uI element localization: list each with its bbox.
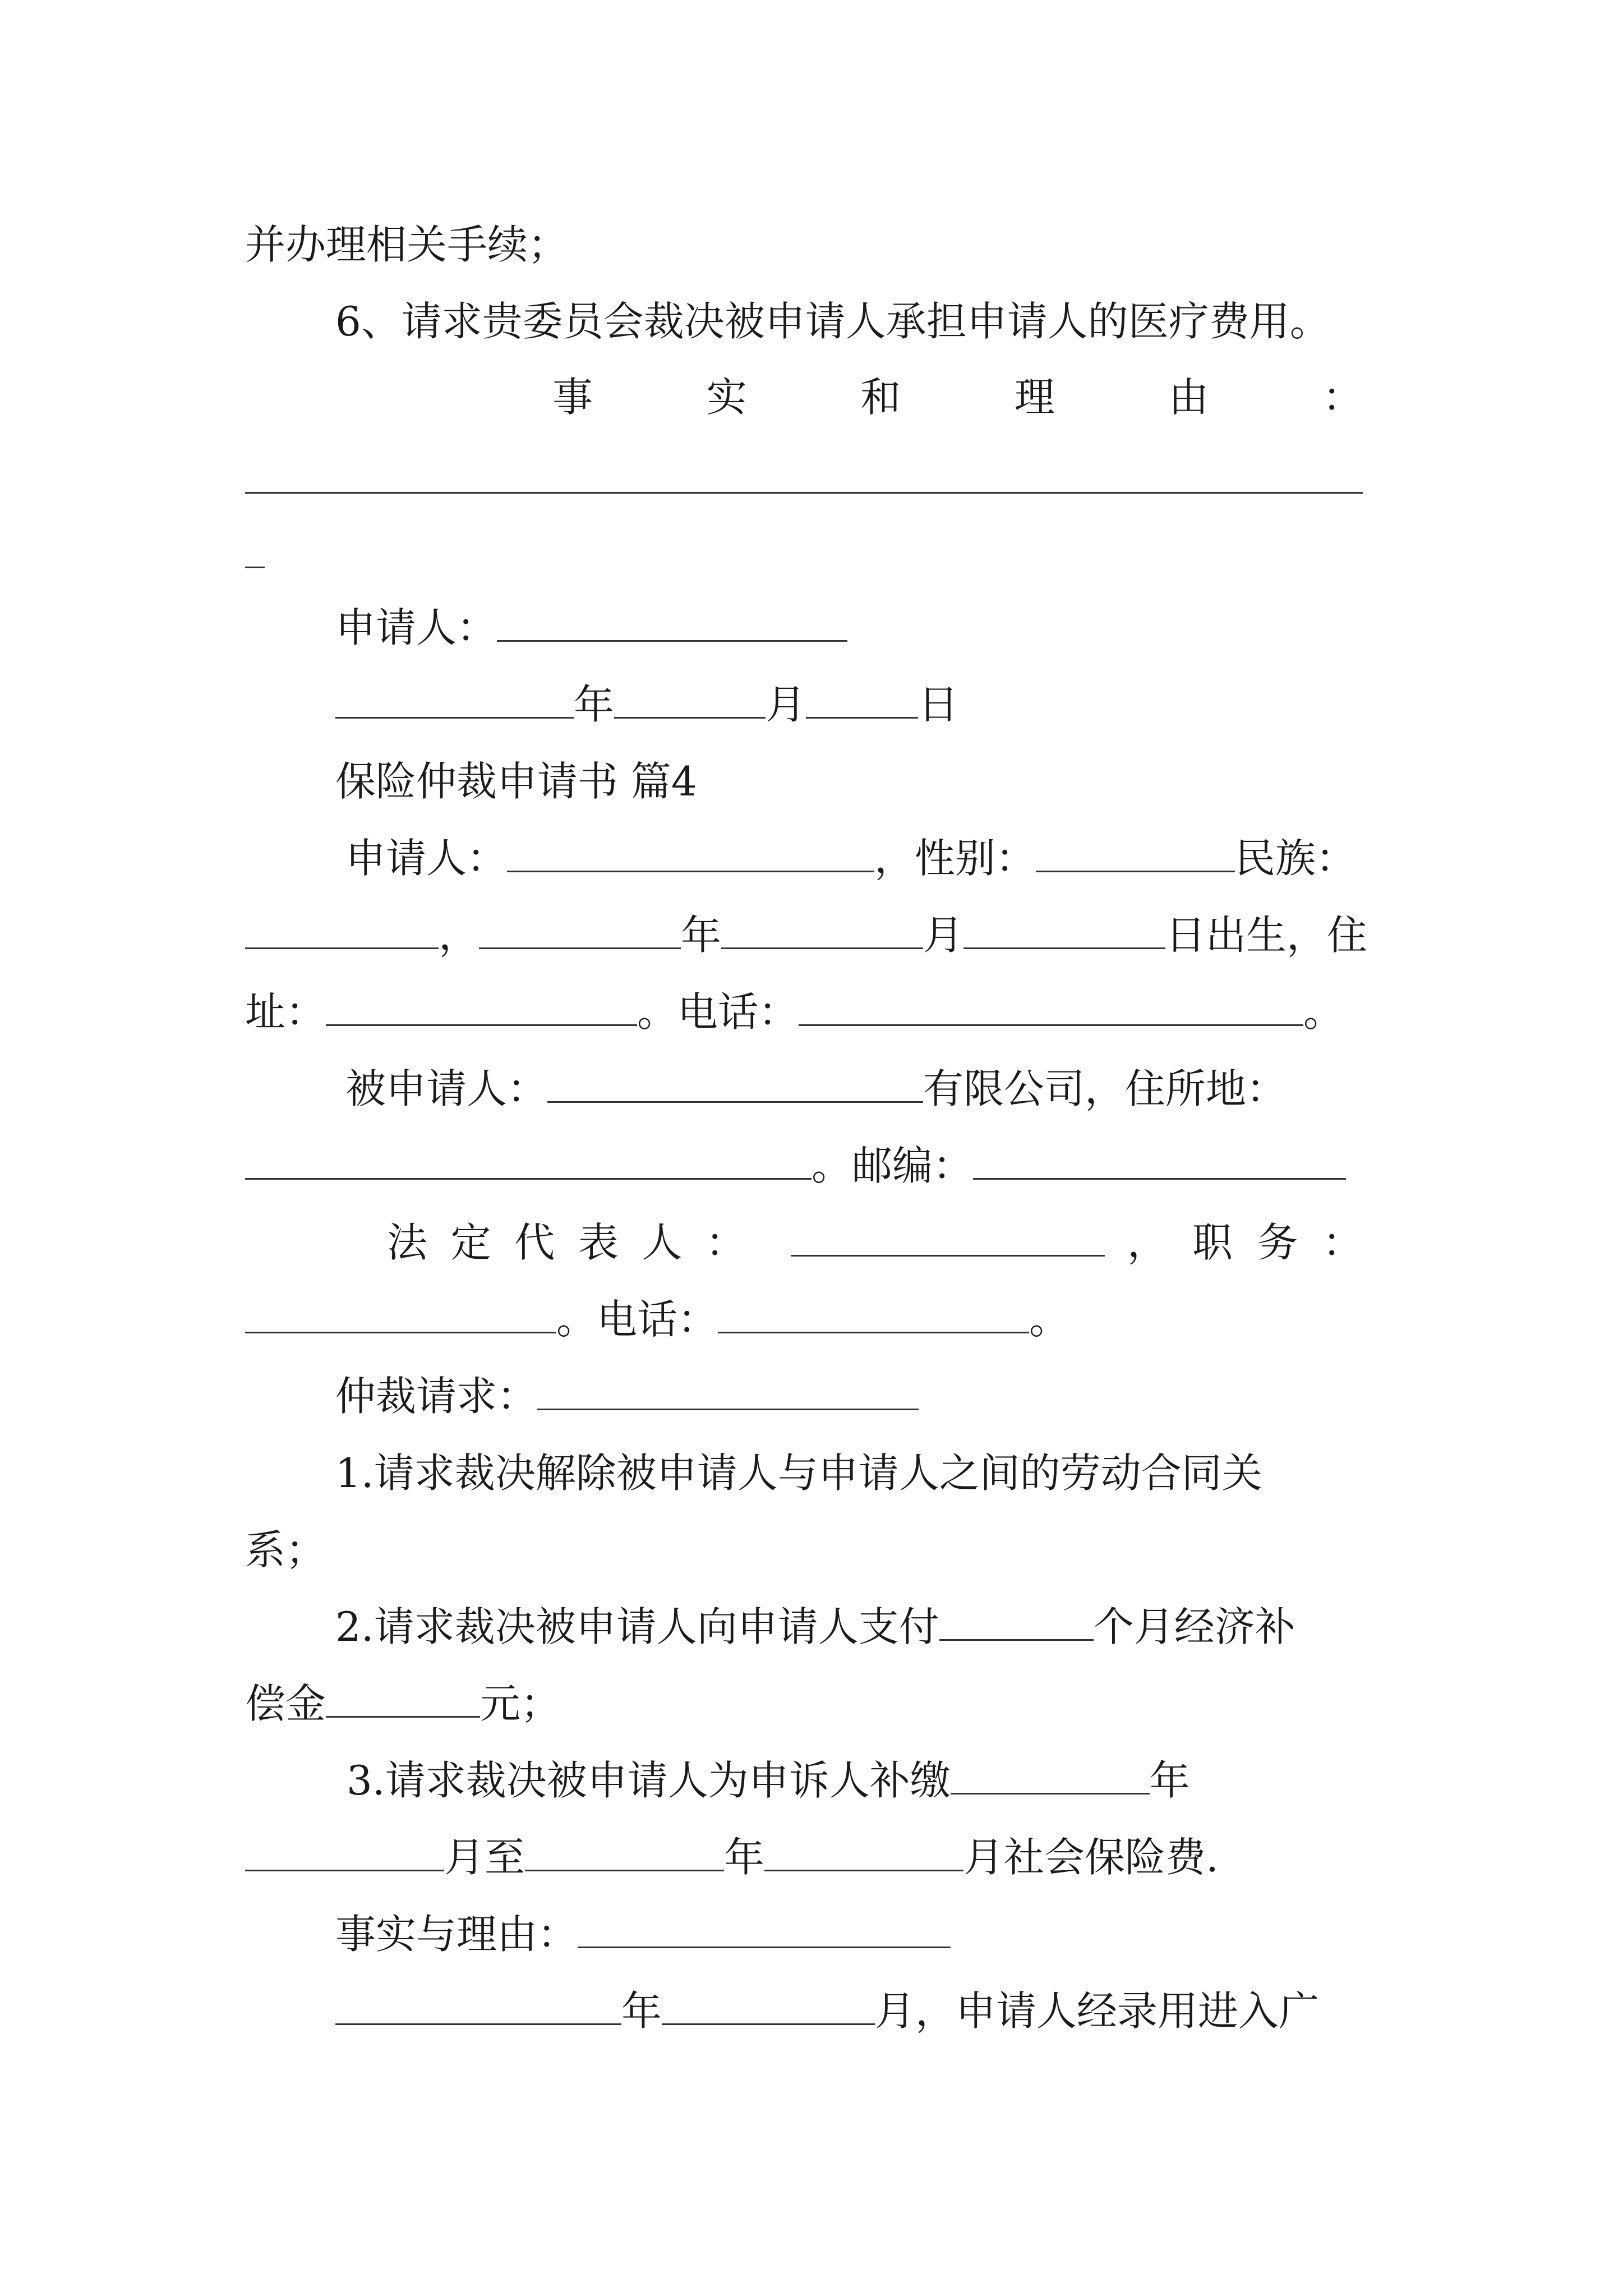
claim-text: 年 xyxy=(1149,1757,1190,1804)
blank-field xyxy=(799,992,1303,1026)
label: ， xyxy=(439,912,479,959)
blank-field xyxy=(662,1991,875,2025)
date-line xyxy=(335,681,959,728)
heading-char: ： xyxy=(1322,374,1363,421)
claim-text: 系； xyxy=(245,1526,326,1573)
claim-text: 月至 xyxy=(444,1834,525,1881)
claim-1-cont xyxy=(245,1526,326,1573)
label-char: 表 xyxy=(578,1219,619,1266)
blank-field xyxy=(721,915,923,949)
claims-label: 仲裁请求： xyxy=(335,1373,538,1420)
claim-text: 月，申请人经录用进入广 xyxy=(875,1987,1320,2035)
claim-2-cont xyxy=(245,1680,561,1727)
label: 。电话： xyxy=(556,1296,718,1343)
blank-field xyxy=(963,915,1165,949)
blank-field xyxy=(479,915,681,949)
section-heading xyxy=(335,758,697,805)
label-char: ： xyxy=(1322,1219,1363,1266)
blank-field xyxy=(507,838,874,872)
label: 。 xyxy=(1303,988,1344,1036)
blank-field xyxy=(614,684,766,719)
facts-heading xyxy=(552,374,1363,421)
address-line xyxy=(245,988,1344,1036)
blank-field xyxy=(326,992,637,1026)
claim-text: 年 xyxy=(724,1834,765,1881)
claim-text: 2.请求裁决被申请人向申请人支付 xyxy=(335,1603,939,1650)
label: 日出生，住 xyxy=(1165,912,1368,959)
label: 有限公司，住所地： xyxy=(923,1065,1287,1112)
blank-field xyxy=(951,1760,1150,1795)
blank-field xyxy=(245,1837,444,1871)
label-char: ： xyxy=(705,1219,746,1266)
paragraph-text: 6、请求贵委员会裁决被申请人承担申请人的医疗费用。 xyxy=(335,298,1330,345)
blank-rule-short xyxy=(245,567,265,568)
blank-field xyxy=(578,1914,951,1948)
applicant-line xyxy=(345,835,1357,882)
claim-2 xyxy=(335,1603,1295,1650)
date-month: 月 xyxy=(766,681,806,728)
blank-field xyxy=(245,915,439,949)
blank-field xyxy=(939,1607,1094,1641)
blank-field xyxy=(537,1376,919,1410)
facts-label: 事实与理由： xyxy=(335,1911,578,1958)
blank-field xyxy=(335,684,574,719)
blank-field xyxy=(245,1145,811,1180)
label-char: 定 xyxy=(450,1219,491,1266)
claim-text: 3.请求裁决被申请人为申诉人补缴 xyxy=(347,1757,951,1804)
label-char: ， xyxy=(1127,1219,1168,1266)
claim-text: 个月经济补 xyxy=(1093,1603,1295,1650)
claim-text: 元； xyxy=(480,1680,561,1727)
heading-char: 事 xyxy=(552,374,593,421)
blank-field xyxy=(791,1222,1105,1257)
blank-field xyxy=(335,1991,621,2025)
label-char: 职 xyxy=(1192,1219,1233,1266)
heading-char: 理 xyxy=(1014,374,1055,421)
facts-line xyxy=(335,1911,951,1958)
claim-text: 偿金 xyxy=(245,1680,326,1727)
label: 。邮编： xyxy=(811,1142,974,1189)
claim-3 xyxy=(347,1757,1190,1804)
claim-text: 年 xyxy=(621,1987,662,2035)
heading-char: 和 xyxy=(860,374,901,421)
last-line xyxy=(335,1987,1320,2035)
blank-field xyxy=(326,1683,480,1718)
label: 民族： xyxy=(1235,835,1357,882)
blank-field xyxy=(525,1837,724,1871)
date-day: 日 xyxy=(918,681,959,728)
blank-field xyxy=(547,1069,923,1103)
blank-field xyxy=(806,684,918,719)
claim-3-cont xyxy=(245,1834,1219,1881)
applicant-label: 申请人： xyxy=(335,604,497,651)
text-line xyxy=(335,298,1330,345)
label-char: 人 xyxy=(642,1219,683,1266)
label: 。 xyxy=(1029,1296,1070,1343)
blank-rule xyxy=(245,492,1363,494)
label-char: 务 xyxy=(1257,1219,1298,1266)
blank-field xyxy=(764,1837,963,1871)
heading-char: 实 xyxy=(706,374,747,421)
label: 被申请人： xyxy=(345,1065,548,1112)
legal-rep-line xyxy=(387,1219,1363,1266)
blank-field xyxy=(718,1299,1029,1333)
label: 月 xyxy=(923,912,964,959)
claim-text: 月社会保险费. xyxy=(963,1834,1219,1881)
respondent-line xyxy=(345,1065,1287,1112)
label: 址： xyxy=(245,988,326,1036)
phone-line xyxy=(245,1296,1070,1343)
blank-field xyxy=(497,608,847,642)
birth-line xyxy=(245,912,1368,959)
label-char: 法 xyxy=(387,1219,428,1266)
heading-char: 由 xyxy=(1168,374,1209,421)
paragraph-text: 并办理相关手续； xyxy=(245,221,569,268)
label: 年 xyxy=(681,912,722,959)
blank-field xyxy=(245,1299,556,1333)
label: 。电话： xyxy=(637,988,799,1036)
section-title: 保险仲裁申请书 篇4 xyxy=(335,758,697,805)
claims-heading-line xyxy=(335,1373,919,1420)
text-line xyxy=(245,221,569,268)
claim-text: 1.请求裁决解除被申请人与申请人之间的劳动合同关 xyxy=(335,1450,1262,1497)
label: 申请人： xyxy=(345,835,508,882)
signature-line xyxy=(335,604,847,651)
claim-1 xyxy=(335,1450,1262,1497)
blank-field xyxy=(973,1145,1346,1180)
label: ，性别： xyxy=(874,835,1036,882)
zip-line xyxy=(245,1142,1346,1189)
label-char: 代 xyxy=(514,1219,555,1266)
blank-field xyxy=(1036,838,1235,872)
date-year: 年 xyxy=(574,681,615,728)
